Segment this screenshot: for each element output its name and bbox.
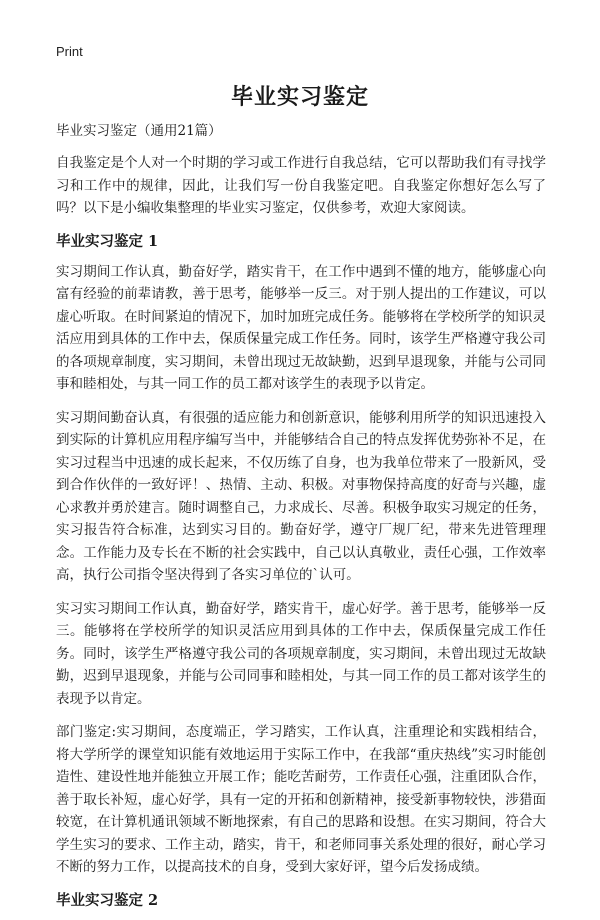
section-1-paragraph-3: 实习实习期间工作认真，勤奋好学，踏实肯干，虚心好学。善于思考，能够举一反三。能够将在学校所学的知识灵活应用到具体的工作中去，保质保量完成工作任务。同时，该学生严格遵守我公司的各项规章制度，实习期间，未曾出现过无故缺勤，迟到早退现象，并能与公司同事和睦相处，与其一同工作的员工都对该学生的表现予以肯定。: [56, 600, 546, 707]
document-subtitle: 毕业实习鉴定（通用21篇）: [56, 123, 222, 139]
page-title: 毕业实习鉴定: [230, 84, 369, 110]
section-1-paragraph-2: 实习期间勤奋认真，有很强的适应能力和创新意识，能够利用所学的知识迅速投入到实际的计算机应用程序编写当中，并能够结合自己的特点发挥优势弥补不足，在实习过程当中迅速的成长起来，不仅历练了自身，也为我单位带来了一股新风，受到合作伙伴的一致好评！、热情、主动、积极。对事物保持高度的好奇与兴趣，虚心求教并勇於建言。随时调整自己，力求成长、尽善。积极争取实习规定的任务，实习报告符合标准，达到实习目的。勤奋好学，遵守厂规厂纪，带来先进管理理念。工作能力及专长在不断的社会实践中，自己以认真敬业，责任心强，工作效率高，执行公司指令坚决得到了各实习单位的`认可。: [56, 409, 546, 583]
intro-paragraph: 自我鉴定是个人对一个时期的学习或工作进行自我总结，它可以帮助我们有寻找学习和工作中的规律，因此，让我们写一份自我鉴定吧。自我鉴定你想好怎么写了吗？以下是小编收集整理的毕业实习鉴定，仅供参考，欢迎大家阅读。: [56, 155, 546, 216]
section-1-paragraph-4: 部门鉴定:实习期间，态度端正，学习踏实，工作认真，注重理论和实践相结合，将大学所学的课堂知识能有效地运用于实际工作中，在我部“重庆热线”实习时能创造性、建设性地并能独立开展工作；能吃苦耐劳，工作责任心强，注重团队合作，善于取长补短，虚心好学，具有一定的开拓和创新精神，接受新事物较快，涉猎面较宽，在计算机通讯领域不断地探索，有自己的思路和设想。在实习期间，符合大学生实习的要求、工作主动，踏实，肯干，和老师同事关系处理的很好，耐心学习不断的努力工作，以提高技术的自身，受到大家好评，望今后发扬成绩。: [56, 724, 546, 875]
section-heading-1: 毕业实习鉴定 1: [56, 232, 159, 250]
document-body: [56, 120, 546, 920]
section-heading-2: 毕业实习鉴定 2: [56, 891, 159, 909]
print-link[interactable]: Print: [56, 44, 83, 59]
section-1-paragraph-1: 实习期间工作认真，勤奋好学，踏实肯干，在工作中遇到不懂的地方，能够虚心向富有经验的前辈请教，善于思考，能够举一反三。对于别人提出的工作建议，可以虚心听取。在时间紧迫的情况下，加时加班完成任务。能够将在学校所学的知识灵活应用到具体的工作中去，保质保量完成工作任务。同时，该学生严格遵守我公司的各项规章制度，实习期间，未曾出现过无故缺勤，迟到早退现象，并能与公司同事和睦相处，与其一同工作的员工都对该学生的表现予以肯定。: [56, 263, 546, 392]
